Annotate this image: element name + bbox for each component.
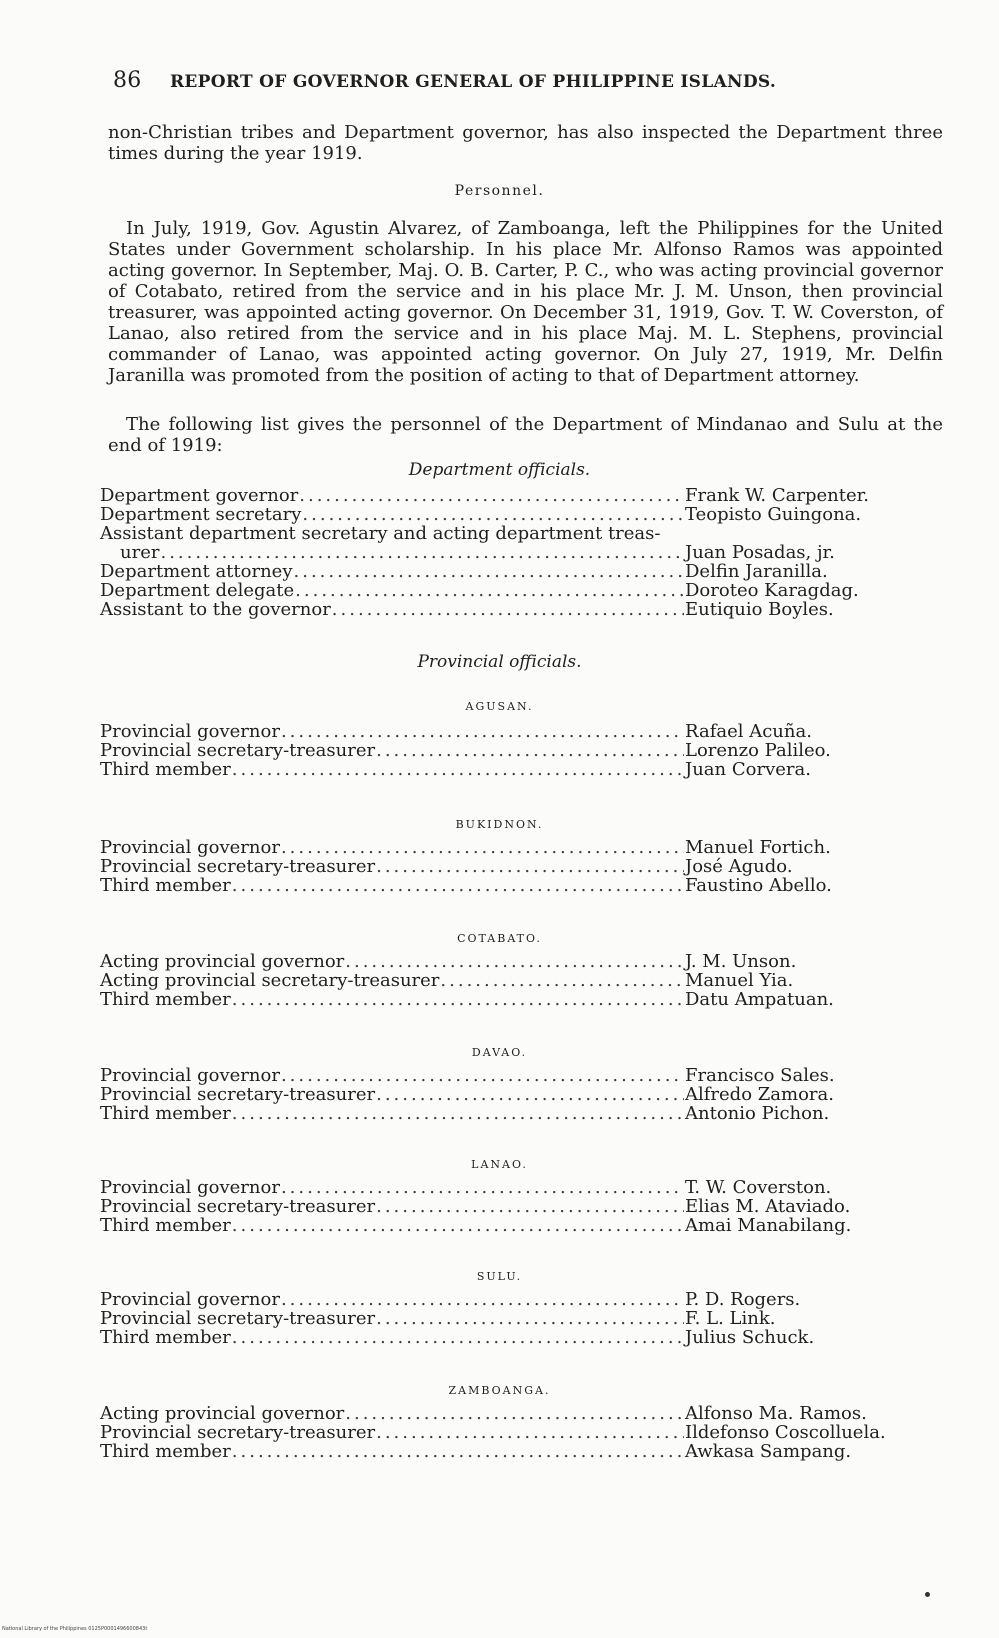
position-label: Third member [100, 1327, 231, 1348]
official-name: Elias M. Ataviado. [685, 1196, 851, 1217]
dot-leader [299, 486, 684, 505]
official-name: Awkasa Sampang. [685, 1441, 852, 1462]
dot-leader [232, 1442, 684, 1461]
roster-row [100, 857, 890, 876]
official-name: Alfonso Ma. Ramos. [685, 1403, 867, 1424]
dot-leader [281, 838, 684, 857]
roster-row [100, 990, 890, 1009]
position-label: Assistant department secretary and acting department treas- [100, 523, 661, 544]
dot-leader [440, 971, 684, 990]
official-name: P. D. Rogers. [685, 1289, 801, 1310]
roster-row [100, 1404, 890, 1423]
position-label: Provincial governor [100, 837, 280, 858]
roster-row [100, 524, 890, 543]
official-name: Doroteo Karagdag. [685, 580, 859, 601]
position-label: Third member [100, 1215, 231, 1236]
scan-credit: National Library of the Philippines 0125P0001496600843t [2, 1626, 148, 1632]
roster-row [100, 1328, 890, 1347]
position-label: Third member [100, 1103, 231, 1124]
roster-row [100, 1085, 890, 1104]
roster-row [100, 1290, 890, 1309]
official-name: T. W. Coverston. [685, 1177, 832, 1198]
report-title: REPORT OF GOVERNOR GENERAL OF PHILIPPINE ISLANDS. [169, 72, 777, 92]
dot-leader [281, 722, 684, 741]
position-label: Provincial secretary-treasurer [100, 740, 376, 761]
official-name: Amai Manabilang. [685, 1215, 852, 1236]
dot-leader [376, 1085, 684, 1104]
official-name: Alfredo Zamora. [685, 1084, 834, 1105]
roster-row [100, 562, 890, 581]
dot-leader [376, 1423, 684, 1442]
position-label: Department delegate [100, 580, 295, 601]
ink-speck [925, 1592, 930, 1597]
roster-row [100, 741, 890, 760]
position-label: Acting provincial governor [100, 1403, 345, 1424]
personnel-paragraph-2: The following list gives the personnel of the Department of Mindanao and Sulu at the end of 1919: [108, 414, 943, 456]
official-name: Julius Schuck. [685, 1327, 815, 1348]
roster-row [100, 600, 890, 619]
intro-paragraph: non-Christian tribes and Department governor, has also inspected the Department three times during the year 1919. [108, 122, 943, 164]
province-roster-zamboanga [100, 1404, 890, 1461]
roster-row [100, 971, 890, 990]
province-heading-zamboanga: ZAMBOANGA. [448, 1384, 551, 1397]
position-label: Provincial governor [100, 1065, 280, 1086]
official-name: J. M. Unson. [685, 951, 797, 972]
department-officials-list [100, 486, 890, 619]
official-name: F. L. Link. [685, 1308, 776, 1329]
official-name: Delfin Jaranilla. [685, 561, 828, 582]
provincial-officials-heading: Provincial officials. [417, 652, 582, 672]
roster-row [100, 1104, 890, 1123]
province-heading-davao: DAVAO. [471, 1046, 528, 1059]
dot-leader [232, 1216, 684, 1235]
province-roster-bukidnon [100, 838, 890, 895]
province-heading-lanao: LANAO. [471, 1158, 528, 1171]
province-roster-davao [100, 1066, 890, 1123]
dot-leader [232, 876, 684, 895]
official-name: Datu Ampatuan. [685, 989, 834, 1010]
position-label: Third member [100, 1441, 231, 1462]
official-name: Juan Posadas, jr. [685, 542, 835, 563]
position-label: Department governor [100, 485, 299, 506]
position-label: Assistant to the governor [100, 599, 331, 620]
province-roster-agusan [100, 722, 890, 779]
roster-row [100, 1309, 890, 1328]
dot-leader [160, 543, 684, 562]
dot-leader [302, 505, 684, 524]
position-label: Department secretary [100, 504, 302, 525]
official-name: Rafael Acuña. [685, 721, 812, 742]
roster-row [100, 581, 890, 600]
official-name: Faustino Abello. [685, 875, 832, 896]
position-label: Provincial governor [100, 721, 280, 742]
roster-row [100, 952, 890, 971]
running-head [113, 68, 913, 93]
dot-leader [345, 1404, 684, 1423]
official-name: Manuel Yia. [685, 970, 794, 991]
position-label: Acting provincial secretary-treasurer [100, 970, 440, 991]
province-roster-cotabato [100, 952, 890, 1009]
roster-row [100, 543, 890, 562]
roster-row [100, 505, 890, 524]
page-number: 86 [113, 68, 142, 93]
dot-leader [376, 1309, 684, 1328]
position-label: Provincial secretary-treasurer [100, 1196, 376, 1217]
dot-leader [232, 760, 684, 779]
dot-leader [345, 952, 684, 971]
roster-row [100, 722, 890, 741]
roster-row [100, 486, 890, 505]
province-roster-lanao [100, 1178, 890, 1235]
dot-leader [295, 581, 684, 600]
dot-leader [294, 562, 685, 581]
official-name: Eutiquio Boyles. [685, 599, 834, 620]
dot-leader [376, 1197, 684, 1216]
dot-leader [281, 1290, 684, 1309]
position-label: Provincial governor [100, 1289, 280, 1310]
roster-row [100, 876, 890, 895]
personnel-paragraph-1: In July, 1919, Gov. Agustin Alvarez, of Zamboanga, left the Philippines for the United States under Government scholarship. In his place Mr. Alfonso Ramos was appointed acting governor. In September, Maj. O. B. Carter, P. C., who was acting provincial governor of Cotabato, retired from the service and in his place Mr. J. M. Unson, then provincial treasurer, was appointed acting governor. On December 31, 1919, Gov. T. W. Coverston, of Lanao, also retired from the service and in his place Maj. M. L. Stephens, provincial commander of Lanao, was appointed acting governor. On July 27, 1919, Mr. Delfin Jaranilla was promoted from the position of acting to that of Department attorney. [108, 218, 943, 386]
position-label: Third member [100, 875, 231, 896]
official-name: Antonio Pichon. [685, 1103, 830, 1124]
department-officials-heading: Department officials. [408, 460, 591, 480]
province-heading-agusan: AGUSAN. [465, 700, 534, 713]
roster-row [100, 1216, 890, 1235]
roster-row [100, 1178, 890, 1197]
dot-leader [232, 1328, 684, 1347]
position-label: Provincial secretary-treasurer [100, 1084, 376, 1105]
roster-row [100, 760, 890, 779]
dot-leader [232, 1104, 684, 1123]
roster-row [100, 1066, 890, 1085]
position-label: Third member [100, 759, 231, 780]
personnel-heading: Personnel. [454, 183, 545, 199]
official-name: Lorenzo Palileo. [685, 740, 831, 761]
position-label: Provincial secretary-treasurer [100, 1422, 376, 1443]
position-label: urer [120, 542, 160, 563]
official-name: Frank W. Carpenter. [685, 485, 869, 506]
official-name: Teopisto Guingona. [685, 504, 862, 525]
roster-row [100, 838, 890, 857]
dot-leader [376, 741, 684, 760]
position-label: Third member [100, 989, 231, 1010]
dot-leader [376, 857, 684, 876]
official-name: Manuel Fortich. [685, 837, 831, 858]
province-roster-sulu [100, 1290, 890, 1347]
position-label: Provincial governor [100, 1177, 280, 1198]
roster-row [100, 1423, 890, 1442]
dot-leader [332, 600, 684, 619]
official-name: Francisco Sales. [685, 1065, 835, 1086]
position-label: Provincial secretary-treasurer [100, 1308, 376, 1329]
roster-row [100, 1442, 890, 1461]
dot-leader [281, 1178, 684, 1197]
official-name: Ildefonso Coscolluela. [685, 1422, 886, 1443]
province-heading-bukidnon: BUKIDNON. [455, 818, 544, 831]
dot-leader [232, 990, 684, 1009]
dot-leader [281, 1066, 684, 1085]
official-name: Juan Corvera. [685, 759, 811, 780]
province-heading-sulu: SULU. [476, 1270, 523, 1283]
position-label: Provincial secretary-treasurer [100, 856, 376, 877]
position-label: Department attorney [100, 561, 293, 582]
official-name: José Agudo. [685, 856, 793, 877]
position-label: Acting provincial governor [100, 951, 345, 972]
roster-row [100, 1197, 890, 1216]
province-heading-cotabato: COTABATO. [457, 932, 542, 945]
